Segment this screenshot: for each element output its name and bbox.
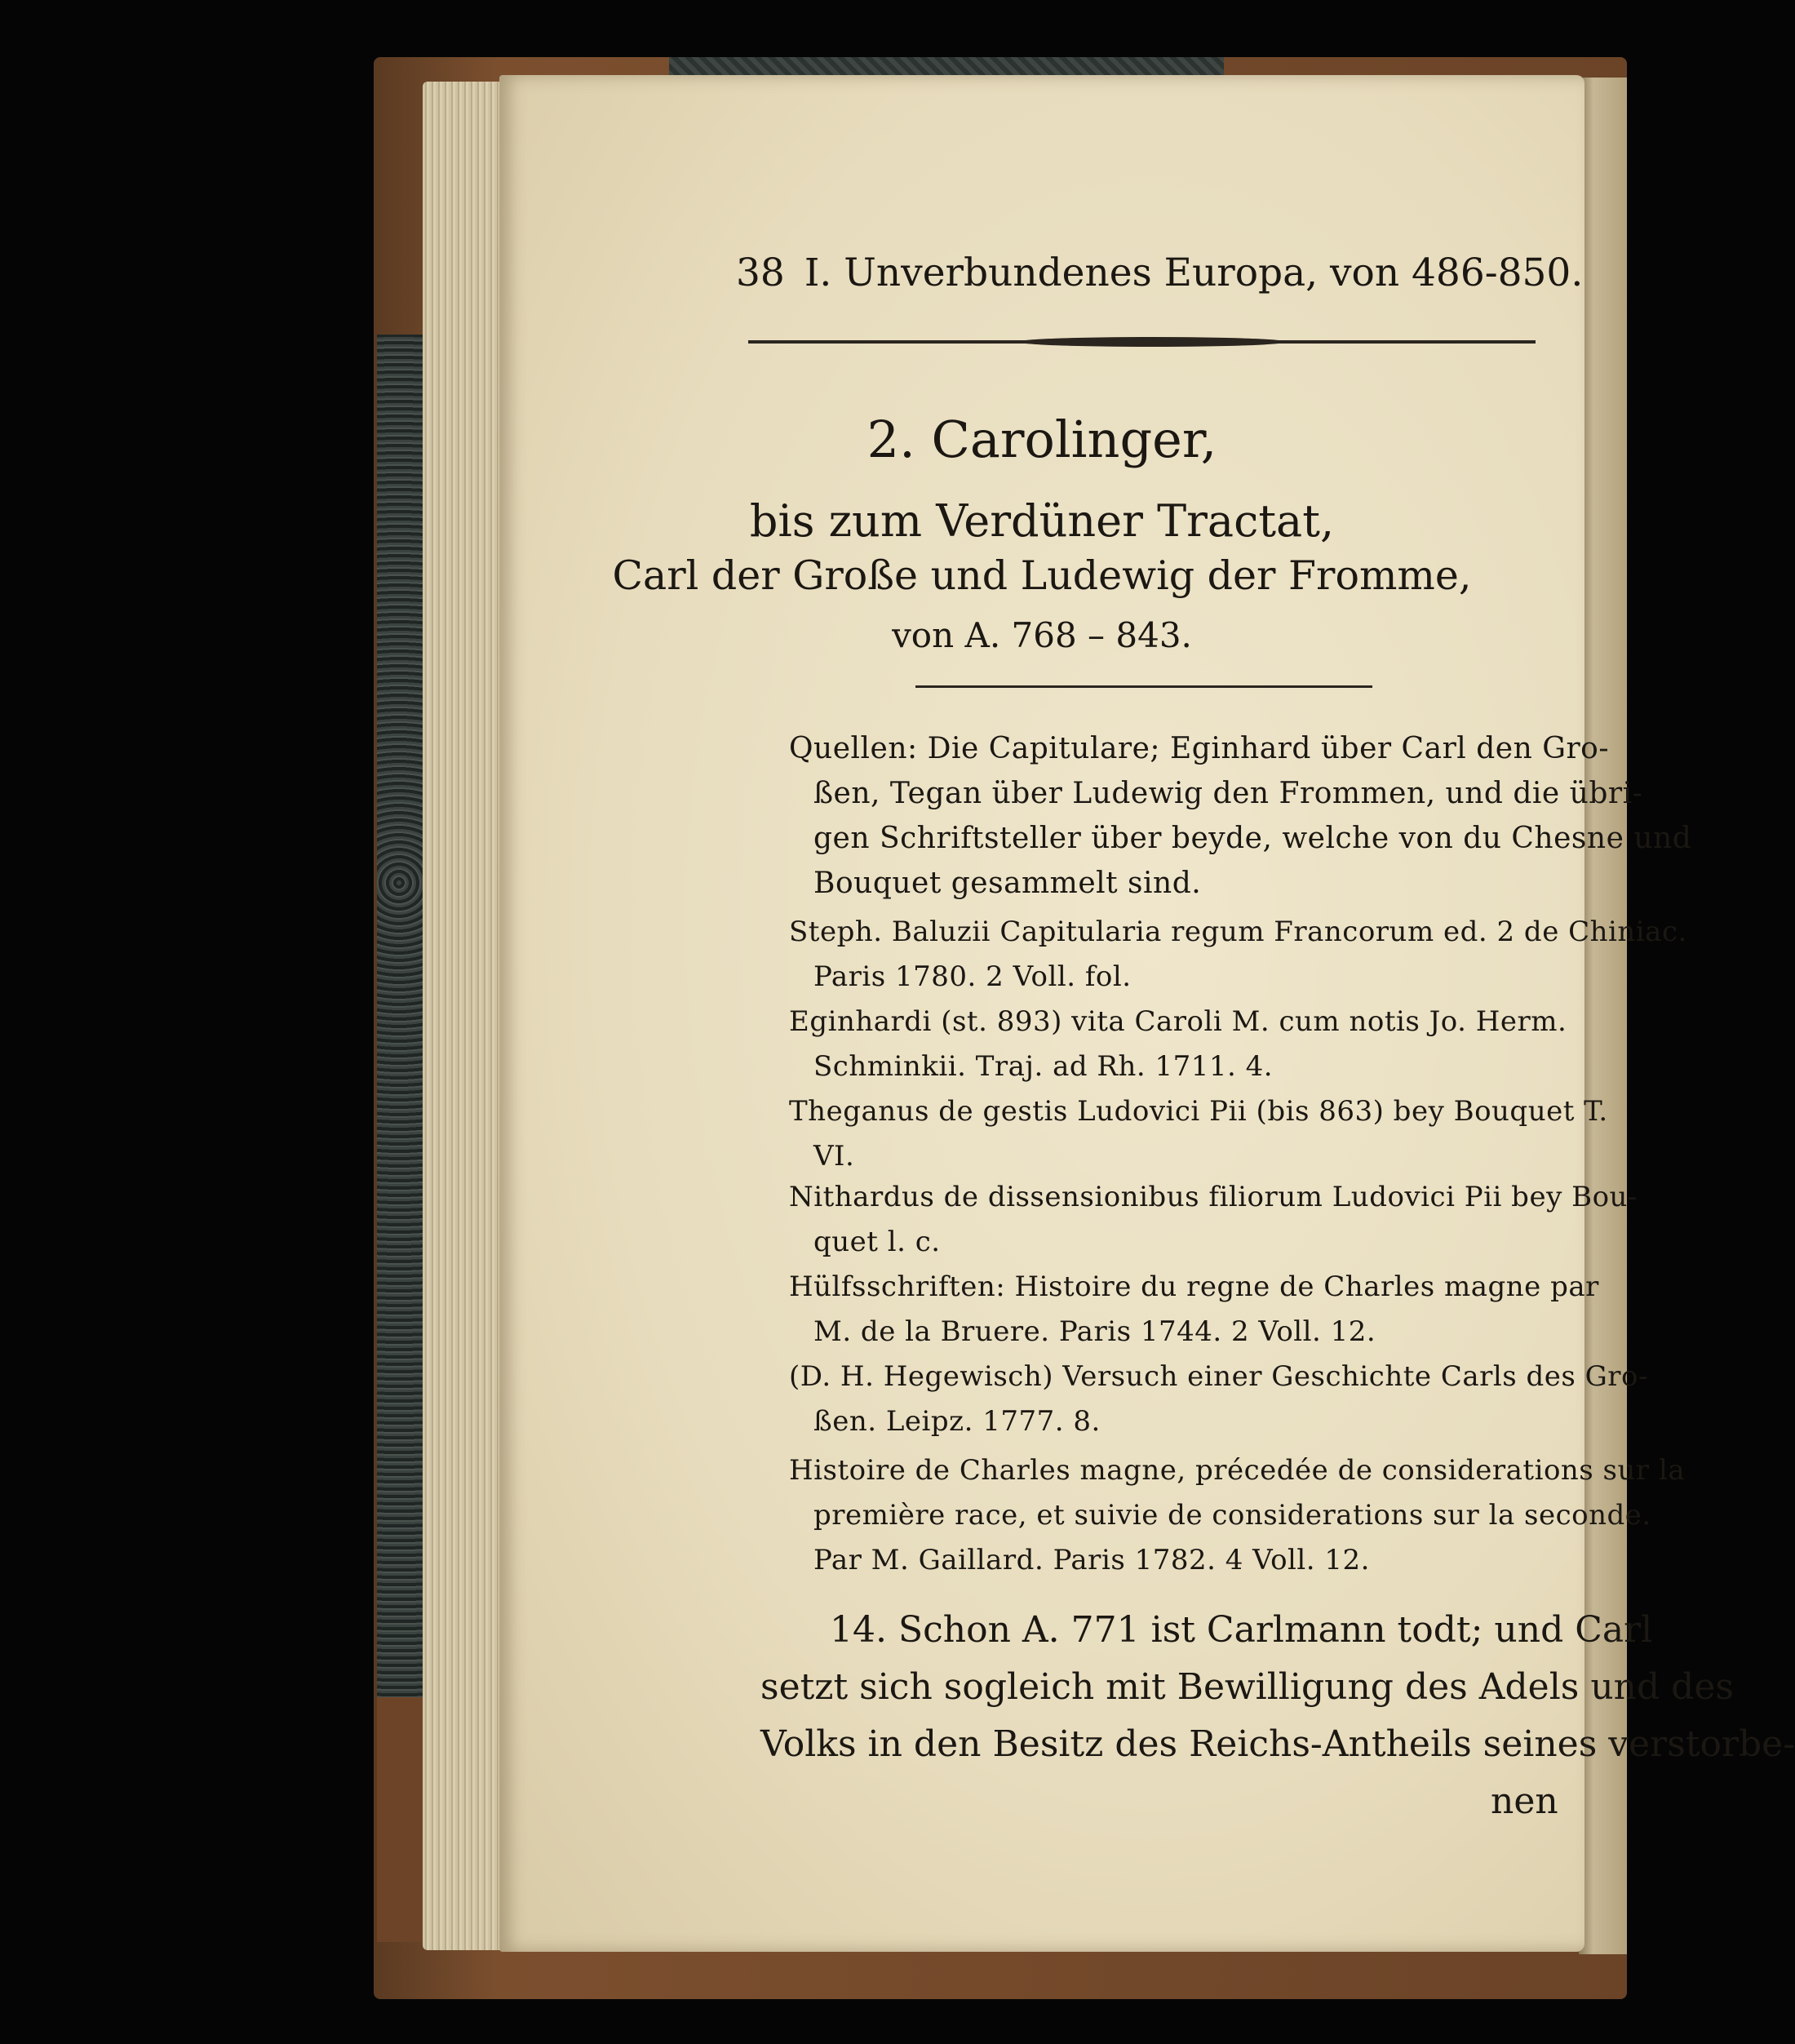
bibliography-line: ßen, Tegan über Ludewig den Frommen, und die übri- xyxy=(813,777,1643,810)
bibliography-line: Theganus de gestis Ludovici Pii (bis 863) bey Bouquet T. xyxy=(789,1095,1608,1128)
chapter-subtitle: bis zum Verdüner Tractat, xyxy=(749,495,1335,547)
bibliography-line: première race, et suivie de considerations sur la seconde. xyxy=(813,1499,1651,1532)
body-line: nen xyxy=(1491,1780,1558,1822)
bibliography-line: Nithardus de dissensionibus filiorum Ludovici Pii bey Bou- xyxy=(789,1181,1638,1213)
bibliography-line: Eginhardi (st. 893) vita Caroli M. cum notis Jo. Herm. xyxy=(789,1005,1567,1038)
page-number: 38 xyxy=(736,251,785,295)
chapter-dates: von A. 768 – 843. xyxy=(892,615,1192,655)
bibliography-line: (D. H. Hegewisch) Versuch einer Geschichte Carls des Gro- xyxy=(789,1360,1649,1393)
bibliography-line: Steph. Baluzii Capitularia regum Francorum ed. 2 de Chiniac. xyxy=(789,916,1687,948)
chapter-persons: Carl der Große und Ludewig der Fromme, xyxy=(612,552,1472,599)
body-line: setzt sich sogleich mit Bewilligung des Adels und des xyxy=(760,1666,1734,1708)
body-line: Volks in den Besitz des Reichs-Antheils seines verstorbe- xyxy=(760,1723,1795,1765)
bibliography-line: gen Schriftsteller über beyde, welche von du Chesne und xyxy=(813,822,1692,855)
bibliography-line: ßen. Leipz. 1777. 8. xyxy=(813,1405,1101,1438)
bibliography-line: Par M. Gaillard. Paris 1782. 4 Voll. 12. xyxy=(813,1544,1370,1576)
bibliography-line: Quellen: Die Capitulare; Eginhard über Carl den Gro- xyxy=(789,732,1610,765)
section-rule xyxy=(915,685,1372,688)
bibliography-line: Bouquet gesammelt sind. xyxy=(813,867,1202,900)
bibliography-line: Hülfsschriften: Histoire du regne de Charles magne par xyxy=(789,1270,1599,1303)
bibliography-line: VI. xyxy=(813,1140,855,1173)
body-line: 14. Schon A. 771 ist Carlmann todt; und Carl xyxy=(830,1609,1653,1651)
running-head-title: I. Unverbundenes Europa, von 486-850. xyxy=(804,251,1584,295)
header-rule xyxy=(748,340,1536,344)
bibliography-line: quet l. c. xyxy=(813,1226,941,1258)
bibliography-line: Paris 1780. 2 Voll. fol. xyxy=(813,960,1132,993)
bibliography-line: Schminkii. Traj. ad Rh. 1711. 4. xyxy=(813,1050,1274,1083)
book-page xyxy=(499,75,1795,1952)
chapter-title: 2. Carolinger, xyxy=(866,410,1217,469)
bibliography-line: Histoire de Charles magne, précedée de considerations sur la xyxy=(789,1454,1686,1487)
bibliography-line: M. de la Bruere. Paris 1744. 2 Voll. 12. xyxy=(813,1315,1376,1348)
running-head xyxy=(736,251,1583,295)
